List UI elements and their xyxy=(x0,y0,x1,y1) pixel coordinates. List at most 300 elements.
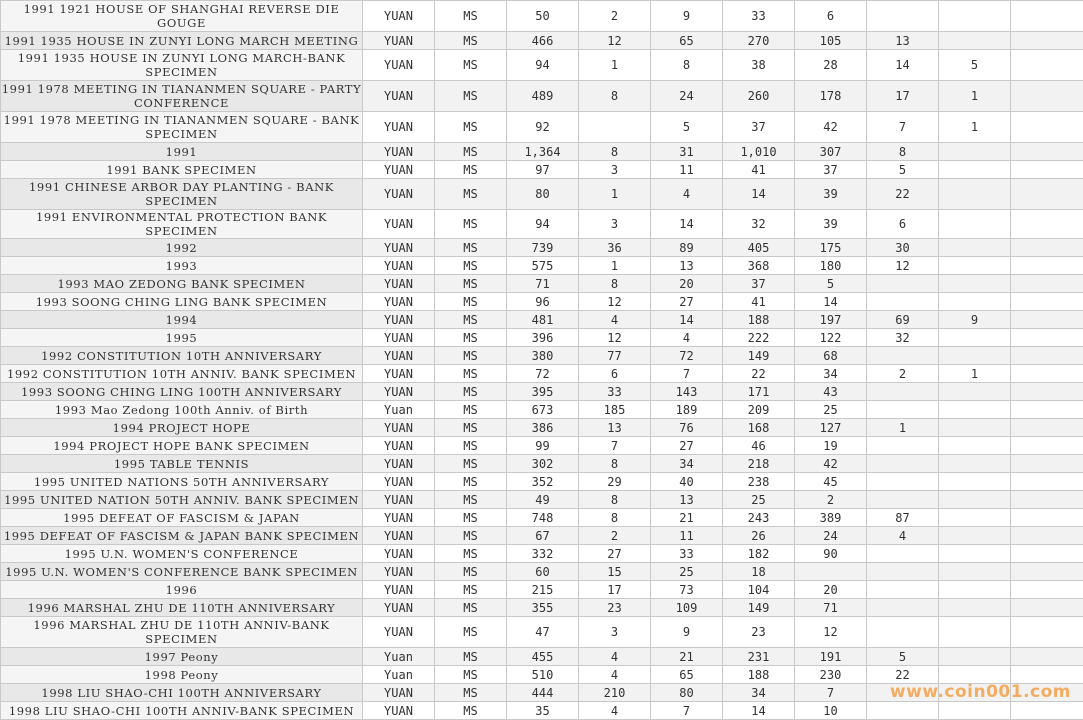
table-row xyxy=(1,293,1083,311)
denomination-cell: YUAN xyxy=(363,239,435,257)
grade-col-2-cell: 14 xyxy=(651,311,723,329)
grade-col-6-cell: 1 xyxy=(939,112,1011,143)
denomination-cell: YUAN xyxy=(363,545,435,563)
grade-col-4-cell: 25 xyxy=(795,401,867,419)
table-row xyxy=(1,383,1083,401)
grade-col-5-cell: 30 xyxy=(867,239,939,257)
denomination-cell: YUAN xyxy=(363,473,435,491)
grade-col-5-cell xyxy=(867,491,939,509)
grade-col-1-cell: 12 xyxy=(579,32,651,50)
grade-col-6-cell xyxy=(939,599,1011,617)
denomination-cell: YUAN xyxy=(363,32,435,50)
grade-col-2-cell: 189 xyxy=(651,401,723,419)
grade-col-1-cell: 4 xyxy=(579,311,651,329)
total-cell: 395 xyxy=(507,383,579,401)
coin-name-cell: 1995 TABLE TENNIS xyxy=(1,455,363,473)
grade-col-4-cell: 14 xyxy=(795,293,867,311)
grade-col-1-cell: 2 xyxy=(579,1,651,32)
denomination-cell: YUAN xyxy=(363,329,435,347)
grade-col-2-cell: 13 xyxy=(651,491,723,509)
grade-col-3-cell: 25 xyxy=(723,491,795,509)
grade-col-1-cell: 6 xyxy=(579,365,651,383)
grade-col-1-cell: 36 xyxy=(579,239,651,257)
grade-cell: MS xyxy=(435,210,507,239)
grade-cell: MS xyxy=(435,545,507,563)
grade-col-7-cell xyxy=(1011,329,1083,347)
denomination-cell: YUAN xyxy=(363,81,435,112)
grade-col-6-cell xyxy=(939,239,1011,257)
grade-col-7-cell xyxy=(1011,161,1083,179)
coin-name-cell: 1992 xyxy=(1,239,363,257)
grade-cell: MS xyxy=(435,599,507,617)
total-cell: 94 xyxy=(507,50,579,81)
table-row xyxy=(1,419,1083,437)
site-watermark: www.coin001.com xyxy=(890,682,1071,702)
table-row xyxy=(1,179,1083,210)
grade-col-1-cell: 27 xyxy=(579,545,651,563)
coin-name-cell: 1996 MARSHAL ZHU DE 110TH ANNIV-BANK SPECIMEN xyxy=(1,617,363,648)
total-cell: 466 xyxy=(507,32,579,50)
coin-name-cell: 1996 xyxy=(1,581,363,599)
table-row xyxy=(1,50,1083,81)
denomination-cell: YUAN xyxy=(363,143,435,161)
grade-col-3-cell: 270 xyxy=(723,32,795,50)
grade-cell: MS xyxy=(435,563,507,581)
grade-col-4-cell: 5 xyxy=(795,275,867,293)
denomination-cell: YUAN xyxy=(363,293,435,311)
grade-col-6-cell xyxy=(939,179,1011,210)
grade-col-1-cell: 4 xyxy=(579,702,651,720)
denomination-cell: YUAN xyxy=(363,347,435,365)
total-cell: 215 xyxy=(507,581,579,599)
grade-cell: MS xyxy=(435,383,507,401)
grade-col-7-cell xyxy=(1011,347,1083,365)
grade-col-2-cell: 7 xyxy=(651,365,723,383)
grade-col-3-cell: 18 xyxy=(723,563,795,581)
table-row xyxy=(1,581,1083,599)
grade-col-5-cell: 22 xyxy=(867,179,939,210)
grade-col-4-cell: 307 xyxy=(795,143,867,161)
grade-col-6-cell xyxy=(939,401,1011,419)
grade-cell: MS xyxy=(435,275,507,293)
grade-col-4-cell: 42 xyxy=(795,112,867,143)
grade-col-1-cell: 4 xyxy=(579,666,651,684)
denomination-cell: YUAN xyxy=(363,455,435,473)
grade-col-5-cell xyxy=(867,545,939,563)
grade-col-7-cell xyxy=(1011,666,1083,684)
grade-col-4-cell: 230 xyxy=(795,666,867,684)
grade-col-1-cell: 8 xyxy=(579,455,651,473)
coin-name-cell: 1998 LIU SHAO-CHI 100TH ANNIV-BANK SPECIMEN xyxy=(1,702,363,720)
total-cell: 739 xyxy=(507,239,579,257)
total-cell: 355 xyxy=(507,599,579,617)
grade-col-7-cell xyxy=(1011,563,1083,581)
grade-col-5-cell: 69 xyxy=(867,311,939,329)
grade-col-4-cell: 180 xyxy=(795,257,867,275)
total-cell: 80 xyxy=(507,179,579,210)
grade-col-4-cell: 24 xyxy=(795,527,867,545)
grade-col-2-cell: 8 xyxy=(651,50,723,81)
denomination-cell: Yuan xyxy=(363,401,435,419)
grade-col-7-cell xyxy=(1011,365,1083,383)
grade-col-5-cell: 8 xyxy=(867,143,939,161)
grade-col-4-cell: 19 xyxy=(795,437,867,455)
grade-col-5-cell: 7 xyxy=(867,112,939,143)
grade-cell: MS xyxy=(435,32,507,50)
grade-col-5-cell: 2 xyxy=(867,365,939,383)
denomination-cell: YUAN xyxy=(363,179,435,210)
grade-cell: MS xyxy=(435,702,507,720)
grade-col-3-cell: 222 xyxy=(723,329,795,347)
grade-col-6-cell xyxy=(939,509,1011,527)
total-cell: 481 xyxy=(507,311,579,329)
grade-col-5-cell: 14 xyxy=(867,50,939,81)
coin-name-cell: 1998 Peony xyxy=(1,666,363,684)
grade-col-7-cell xyxy=(1011,419,1083,437)
total-cell: 444 xyxy=(507,684,579,702)
grade-col-2-cell: 89 xyxy=(651,239,723,257)
denomination-cell: YUAN xyxy=(363,112,435,143)
grade-col-6-cell xyxy=(939,617,1011,648)
grade-cell: MS xyxy=(435,161,507,179)
grade-col-3-cell: 260 xyxy=(723,81,795,112)
grade-col-7-cell xyxy=(1011,491,1083,509)
coin-name-cell: 1992 CONSTITUTION 10TH ANNIVERSARY xyxy=(1,347,363,365)
grade-col-6-cell xyxy=(939,545,1011,563)
grade-col-2-cell: 4 xyxy=(651,329,723,347)
grade-cell: MS xyxy=(435,617,507,648)
table-row xyxy=(1,473,1083,491)
grade-cell: MS xyxy=(435,509,507,527)
table-row xyxy=(1,545,1083,563)
grade-col-3-cell: 37 xyxy=(723,112,795,143)
grade-col-4-cell: 39 xyxy=(795,210,867,239)
grade-col-4-cell: 12 xyxy=(795,617,867,648)
grade-cell: MS xyxy=(435,81,507,112)
grade-col-1-cell: 29 xyxy=(579,473,651,491)
grade-col-2-cell: 80 xyxy=(651,684,723,702)
grade-col-1-cell: 77 xyxy=(579,347,651,365)
grade-col-5-cell: 22 xyxy=(867,666,939,684)
table-row xyxy=(1,702,1083,720)
grade-col-4-cell: 178 xyxy=(795,81,867,112)
grade-col-7-cell xyxy=(1011,648,1083,666)
grade-col-2-cell: 65 xyxy=(651,666,723,684)
grade-col-4-cell: 90 xyxy=(795,545,867,563)
grade-cell: MS xyxy=(435,473,507,491)
grade-col-5-cell: 5 xyxy=(867,161,939,179)
coin-name-cell: 1998 LIU SHAO-CHI 100TH ANNIVERSARY xyxy=(1,684,363,702)
grade-col-2-cell: 9 xyxy=(651,1,723,32)
grade-col-2-cell: 11 xyxy=(651,527,723,545)
grade-col-6-cell xyxy=(939,437,1011,455)
table-row xyxy=(1,275,1083,293)
grade-col-4-cell: 42 xyxy=(795,455,867,473)
grade-col-7-cell xyxy=(1011,210,1083,239)
grade-col-6-cell xyxy=(939,143,1011,161)
table-row xyxy=(1,257,1083,275)
grade-col-1-cell: 1 xyxy=(579,50,651,81)
denomination-cell: YUAN xyxy=(363,491,435,509)
denomination-cell: YUAN xyxy=(363,581,435,599)
grade-col-2-cell: 4 xyxy=(651,179,723,210)
grade-col-5-cell xyxy=(867,473,939,491)
grade-col-3-cell: 218 xyxy=(723,455,795,473)
coin-name-cell: 1991 CHINESE ARBOR DAY PLANTING - BANK SPECIMEN xyxy=(1,179,363,210)
grade-col-7-cell xyxy=(1011,599,1083,617)
total-cell: 94 xyxy=(507,210,579,239)
table-row xyxy=(1,666,1083,684)
grade-col-6-cell xyxy=(939,383,1011,401)
grade-col-7-cell xyxy=(1011,473,1083,491)
coin-name-cell: 1991 BANK SPECIMEN xyxy=(1,161,363,179)
grade-col-2-cell: 143 xyxy=(651,383,723,401)
grade-cell: MS xyxy=(435,365,507,383)
denomination-cell: YUAN xyxy=(363,437,435,455)
grade-col-7-cell xyxy=(1011,50,1083,81)
table-row xyxy=(1,1,1083,32)
total-cell: 96 xyxy=(507,293,579,311)
grade-col-6-cell xyxy=(939,666,1011,684)
total-cell: 455 xyxy=(507,648,579,666)
total-cell: 386 xyxy=(507,419,579,437)
grade-col-2-cell: 20 xyxy=(651,275,723,293)
coin-name-cell: 1995 xyxy=(1,329,363,347)
grade-col-4-cell: 2 xyxy=(795,491,867,509)
total-cell: 748 xyxy=(507,509,579,527)
grade-col-4-cell xyxy=(795,563,867,581)
grade-col-5-cell xyxy=(867,702,939,720)
denomination-cell: YUAN xyxy=(363,1,435,32)
grade-col-4-cell: 37 xyxy=(795,161,867,179)
grade-col-1-cell: 33 xyxy=(579,383,651,401)
grade-cell: MS xyxy=(435,491,507,509)
coin-name-cell: 1994 PROJECT HOPE xyxy=(1,419,363,437)
coin-name-cell: 1994 PROJECT HOPE BANK SPECIMEN xyxy=(1,437,363,455)
denomination-cell: YUAN xyxy=(363,311,435,329)
grade-col-2-cell: 76 xyxy=(651,419,723,437)
grade-col-6-cell: 5 xyxy=(939,50,1011,81)
grade-col-5-cell xyxy=(867,1,939,32)
grade-col-1-cell: 7 xyxy=(579,437,651,455)
grade-cell: MS xyxy=(435,581,507,599)
grade-col-7-cell xyxy=(1011,81,1083,112)
grade-col-1-cell xyxy=(579,112,651,143)
grade-col-5-cell: 87 xyxy=(867,509,939,527)
grade-col-3-cell: 41 xyxy=(723,293,795,311)
grade-col-6-cell xyxy=(939,419,1011,437)
grade-col-5-cell xyxy=(867,617,939,648)
grade-col-6-cell xyxy=(939,455,1011,473)
grade-col-4-cell: 389 xyxy=(795,509,867,527)
grade-col-3-cell: 41 xyxy=(723,161,795,179)
grade-col-2-cell: 27 xyxy=(651,293,723,311)
grade-col-4-cell: 68 xyxy=(795,347,867,365)
denomination-cell: Yuan xyxy=(363,666,435,684)
grade-col-7-cell xyxy=(1011,311,1083,329)
grade-col-1-cell: 1 xyxy=(579,179,651,210)
grade-col-3-cell: 238 xyxy=(723,473,795,491)
grade-cell: MS xyxy=(435,179,507,210)
total-cell: 99 xyxy=(507,437,579,455)
grade-col-3-cell: 46 xyxy=(723,437,795,455)
denomination-cell: YUAN xyxy=(363,383,435,401)
grade-col-5-cell: 1 xyxy=(867,419,939,437)
total-cell: 673 xyxy=(507,401,579,419)
grade-col-7-cell xyxy=(1011,275,1083,293)
grade-col-3-cell: 104 xyxy=(723,581,795,599)
grade-col-1-cell: 8 xyxy=(579,491,651,509)
denomination-cell: YUAN xyxy=(363,275,435,293)
grade-col-2-cell: 9 xyxy=(651,617,723,648)
grade-col-7-cell xyxy=(1011,509,1083,527)
grade-col-4-cell: 10 xyxy=(795,702,867,720)
denomination-cell: YUAN xyxy=(363,257,435,275)
table-row xyxy=(1,143,1083,161)
coin-name-cell: 1996 MARSHAL ZHU DE 110TH ANNIVERSARY xyxy=(1,599,363,617)
table-row xyxy=(1,239,1083,257)
total-cell: 302 xyxy=(507,455,579,473)
grade-col-1-cell: 8 xyxy=(579,81,651,112)
table-row xyxy=(1,32,1083,50)
total-cell: 50 xyxy=(507,1,579,32)
grade-col-3-cell: 23 xyxy=(723,617,795,648)
grade-col-6-cell xyxy=(939,329,1011,347)
grade-col-6-cell: 1 xyxy=(939,365,1011,383)
grade-cell: MS xyxy=(435,293,507,311)
grade-col-6-cell xyxy=(939,527,1011,545)
grade-col-2-cell: 72 xyxy=(651,347,723,365)
grade-col-4-cell: 175 xyxy=(795,239,867,257)
total-cell: 352 xyxy=(507,473,579,491)
total-cell: 510 xyxy=(507,666,579,684)
grade-col-5-cell: 12 xyxy=(867,257,939,275)
grade-col-1-cell: 185 xyxy=(579,401,651,419)
total-cell: 72 xyxy=(507,365,579,383)
grade-col-5-cell xyxy=(867,455,939,473)
grade-col-6-cell xyxy=(939,32,1011,50)
grade-col-5-cell xyxy=(867,581,939,599)
total-cell: 47 xyxy=(507,617,579,648)
grade-col-3-cell: 188 xyxy=(723,311,795,329)
grade-col-7-cell xyxy=(1011,437,1083,455)
grade-col-7-cell xyxy=(1011,617,1083,648)
grade-col-2-cell: 7 xyxy=(651,702,723,720)
grade-col-3-cell: 209 xyxy=(723,401,795,419)
grade-col-1-cell: 8 xyxy=(579,143,651,161)
grade-cell: MS xyxy=(435,1,507,32)
grade-col-4-cell: 105 xyxy=(795,32,867,50)
table-row xyxy=(1,491,1083,509)
total-cell: 489 xyxy=(507,81,579,112)
coin-name-cell: 1995 U.N. WOMEN'S CONFERENCE xyxy=(1,545,363,563)
grade-cell: MS xyxy=(435,257,507,275)
grade-col-2-cell: 27 xyxy=(651,437,723,455)
coin-name-cell: 1995 UNITED NATIONS 50TH ANNIVERSARY xyxy=(1,473,363,491)
total-cell: 396 xyxy=(507,329,579,347)
grade-col-7-cell xyxy=(1011,527,1083,545)
grade-col-6-cell xyxy=(939,347,1011,365)
grade-col-4-cell: 6 xyxy=(795,1,867,32)
table-row xyxy=(1,617,1083,648)
grade-col-7-cell xyxy=(1011,143,1083,161)
denomination-cell: YUAN xyxy=(363,527,435,545)
grade-col-6-cell xyxy=(939,581,1011,599)
grade-col-3-cell: 33 xyxy=(723,1,795,32)
grade-cell: MS xyxy=(435,143,507,161)
grade-col-3-cell: 168 xyxy=(723,419,795,437)
grade-col-2-cell: 13 xyxy=(651,257,723,275)
grade-col-4-cell: 7 xyxy=(795,684,867,702)
total-cell: 575 xyxy=(507,257,579,275)
grade-col-4-cell: 39 xyxy=(795,179,867,210)
coin-name-cell: 1995 DEFEAT OF FASCISM & JAPAN BANK SPECIMEN xyxy=(1,527,363,545)
grade-col-3-cell: 37 xyxy=(723,275,795,293)
grade-col-4-cell: 122 xyxy=(795,329,867,347)
grade-col-7-cell xyxy=(1011,581,1083,599)
table-row xyxy=(1,81,1083,112)
grade-col-5-cell xyxy=(867,599,939,617)
grade-col-3-cell: 32 xyxy=(723,210,795,239)
grade-col-2-cell: 25 xyxy=(651,563,723,581)
denomination-cell: YUAN xyxy=(363,599,435,617)
grade-col-2-cell: 21 xyxy=(651,648,723,666)
coin-name-cell: 1991 1978 MEETING IN TIANANMEN SQUARE - BANK SPECIMEN xyxy=(1,112,363,143)
grade-col-5-cell xyxy=(867,293,939,311)
grade-col-3-cell: 1,010 xyxy=(723,143,795,161)
grade-col-3-cell: 243 xyxy=(723,509,795,527)
grade-col-4-cell: 28 xyxy=(795,50,867,81)
grade-col-3-cell: 22 xyxy=(723,365,795,383)
table-row xyxy=(1,437,1083,455)
table-row xyxy=(1,311,1083,329)
coin-name-cell: 1991 1935 HOUSE IN ZUNYI LONG MARCH MEETING xyxy=(1,32,363,50)
grade-cell: MS xyxy=(435,684,507,702)
grade-col-2-cell: 21 xyxy=(651,509,723,527)
grade-col-6-cell xyxy=(939,648,1011,666)
total-cell: 332 xyxy=(507,545,579,563)
grade-col-2-cell: 73 xyxy=(651,581,723,599)
grade-cell: MS xyxy=(435,112,507,143)
grade-col-7-cell xyxy=(1011,179,1083,210)
grade-col-5-cell: 4 xyxy=(867,527,939,545)
grade-col-4-cell: 71 xyxy=(795,599,867,617)
grade-col-3-cell: 171 xyxy=(723,383,795,401)
grade-col-3-cell: 149 xyxy=(723,347,795,365)
grade-col-4-cell: 43 xyxy=(795,383,867,401)
grade-col-3-cell: 38 xyxy=(723,50,795,81)
grade-col-3-cell: 34 xyxy=(723,684,795,702)
denomination-cell: YUAN xyxy=(363,617,435,648)
table-row xyxy=(1,347,1083,365)
grade-col-1-cell: 2 xyxy=(579,527,651,545)
grade-cell: MS xyxy=(435,455,507,473)
grade-col-7-cell xyxy=(1011,112,1083,143)
grade-col-3-cell: 368 xyxy=(723,257,795,275)
denomination-cell: YUAN xyxy=(363,365,435,383)
grade-cell: MS xyxy=(435,527,507,545)
grade-col-5-cell: 6 xyxy=(867,210,939,239)
grade-col-6-cell xyxy=(939,257,1011,275)
grade-col-7-cell xyxy=(1011,455,1083,473)
grade-col-3-cell: 182 xyxy=(723,545,795,563)
grade-col-1-cell: 3 xyxy=(579,617,651,648)
denomination-cell: YUAN xyxy=(363,161,435,179)
grade-col-5-cell xyxy=(867,383,939,401)
grade-col-3-cell: 14 xyxy=(723,702,795,720)
table-body xyxy=(1,1,1083,720)
coin-name-cell: 1991 1935 HOUSE IN ZUNYI LONG MARCH-BANK SPECIMEN xyxy=(1,50,363,81)
